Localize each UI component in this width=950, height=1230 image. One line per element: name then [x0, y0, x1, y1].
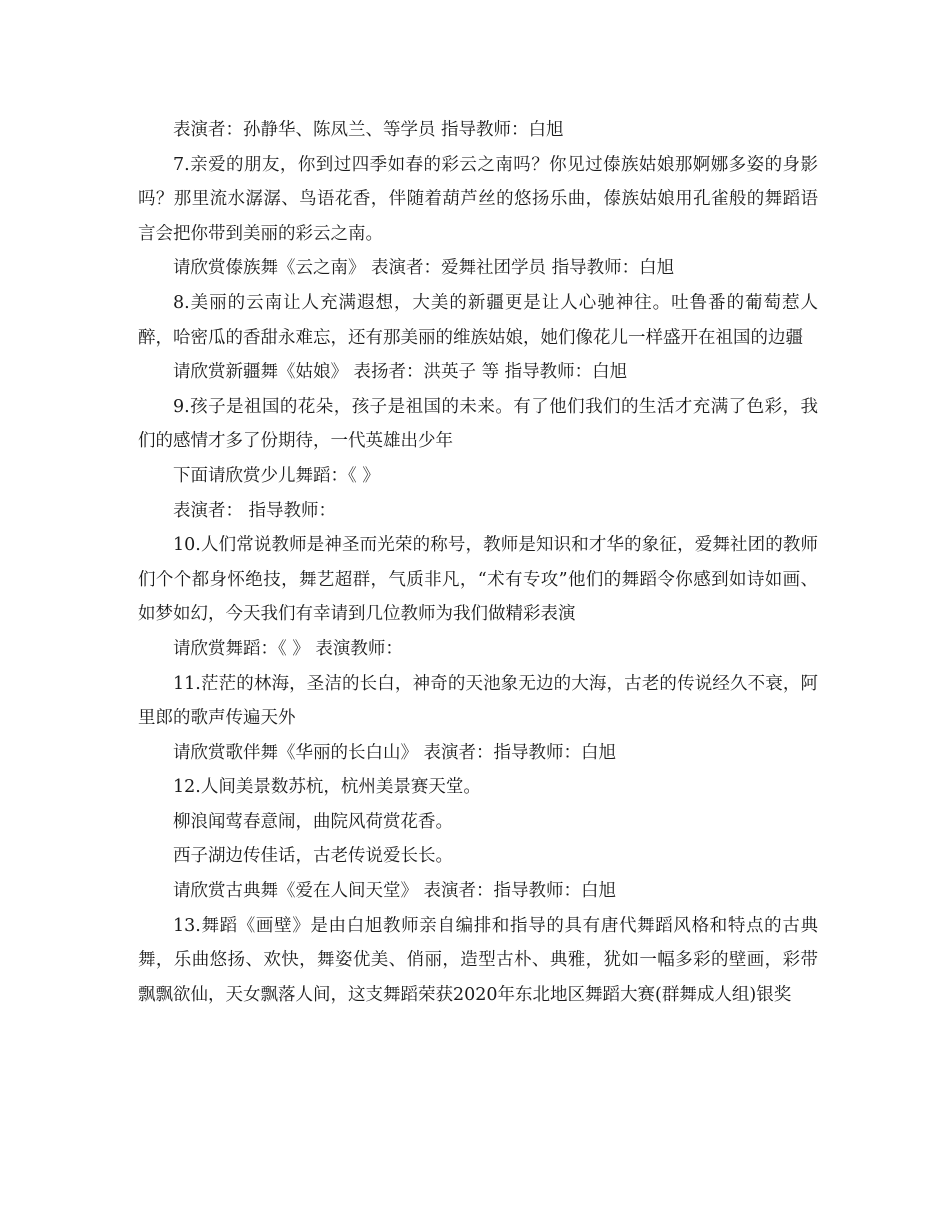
program-9-title: 下面请欣赏少儿舞蹈：《 》: [173, 465, 380, 486]
program-9-intro: 9.孩子是祖国的花朵，孩子是祖国的未来。有了他们我们的生活才充满了色彩，我们的感情才多了份期待，一代英雄出少年: [138, 396, 818, 452]
program-8-intro: 8.美丽的云南让人充满遐想，大美的新疆更是让人心驰神往。吐鲁番的葡萄惹人醉，哈密瓜的香甜永难忘，还有那美丽的维族姑娘，她们像花儿一样盛开在祖国的边疆: [138, 292, 818, 348]
program-12-title: 请欣赏古典舞《爱在人间天堂》 表演者：指导教师：白旭: [173, 881, 617, 902]
program-9-performers: 表演者： 指导教师：: [173, 500, 337, 521]
program-7-title: 请欣赏傣族舞《云之南》 表演者：爱舞社团学员 指导教师：白旭: [173, 258, 675, 279]
performer-line-1: 表演者：孙静华、陈凤兰、等学员 指导教师：白旭: [173, 120, 564, 140]
program-12-verse-3: 西子湖边传佳话，古老传说爱长长。: [173, 846, 453, 867]
program-13-intro: 13.舞蹈《画壁》是由白旭教师亲自编排和指导的具有唐代舞蹈风格和特点的古典舞，乐曲悠扬、欢快，舞姿优美、俏丽，造型古朴、典雅，犹如一幅多彩的壁画，彩带飘飘欲仙，天女飘落人间，这支舞蹈荣获2020年东北地区舞蹈大赛(群舞成人组)银奖: [138, 915, 818, 1005]
program-12-verse-2: 柳浪闻莺春意闹，曲院风荷赏花香。: [173, 811, 453, 832]
program-10-intro: 10.人们常说教师是神圣而光荣的称号，教师是知识和才华的象征，爱舞社团的教师们个个都身怀绝技，舞艺超群，气质非凡，“术有专攻”他们的舞蹈令你感到如诗如画、如梦如幻，今天我们有幸请到几位教师为我们做精彩表演: [138, 535, 818, 625]
program-8-title: 请欣赏新疆舞《姑娘》 表扬者：洪英子 等 指导教师：白旭: [173, 362, 628, 383]
program-12-verse-1: 12.人间美景数苏杭，杭州美景赛天堂。: [173, 777, 481, 798]
program-10-title: 请欣赏舞蹈：《 》 表演教师：: [173, 638, 403, 659]
program-11-title: 请欣赏歌伴舞《华丽的长白山》 表演者：指导教师：白旭: [173, 742, 617, 763]
program-7-intro: 7.亲爱的朋友，你到过四季如春的彩云之南吗？你见过傣族姑娘那婀娜多姿的身影吗？那里流水潺潺、鸟语花香，伴随着葫芦丝的悠扬乐曲，傣族姑娘用孔雀般的舞蹈语言会把你带到美丽的彩云之南。: [138, 154, 818, 244]
program-11-intro: 11.茫茫的林海，圣洁的长白，神奇的天池象无边的大海，古老的传说经久不衰，阿里郎的歌声传遍天外: [138, 673, 818, 729]
document-body: [138, 113, 818, 1012]
